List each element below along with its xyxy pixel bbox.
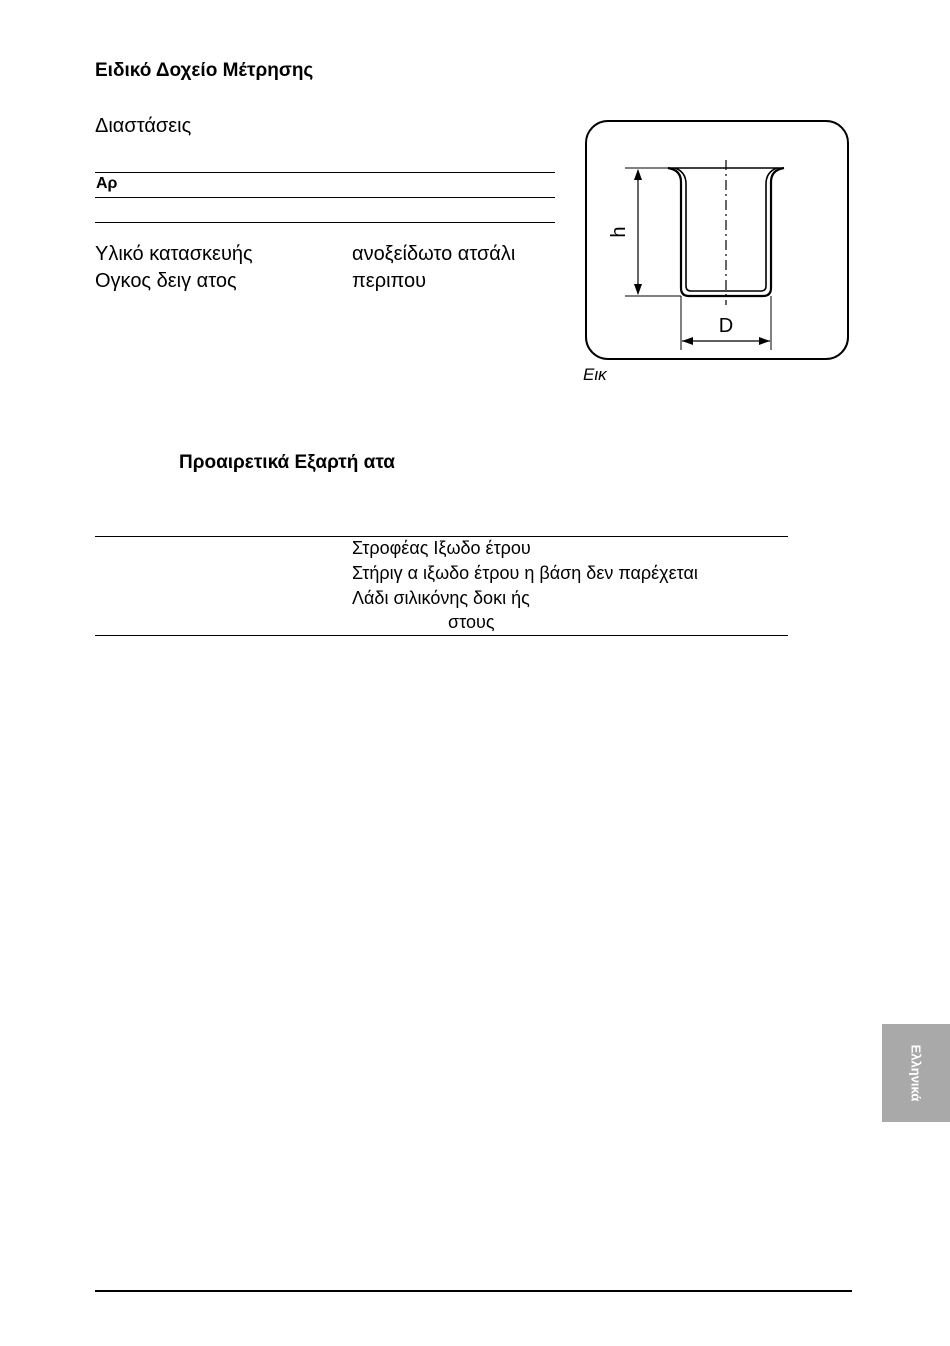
accessories-top-rule	[95, 536, 788, 537]
accessory-item-continuation: στους	[448, 612, 495, 632]
diameter-label: D	[718, 315, 734, 337]
language-tab	[882, 1024, 950, 1122]
measuring-vessel-figure	[585, 120, 849, 360]
language-tab-label: Ελληνικά	[908, 1044, 924, 1102]
spec-value-volume: περιπου	[352, 270, 427, 292]
dimensions-heading: Διαστάσεις	[95, 115, 192, 137]
accessory-item-silicone-oil: Λάδι σιλικόνης δοκι ής	[352, 588, 530, 608]
accessories-heading: Προαιρετικά Εξαρτή ατα	[179, 452, 395, 473]
accessories-bottom-rule	[95, 635, 788, 636]
height-label: h	[608, 226, 630, 238]
spec-value-material: ανοξείδωτο ατσάλι	[352, 243, 516, 265]
figure-caption: Εικ	[583, 365, 607, 384]
table-top-rule	[95, 172, 555, 173]
spec-label-material: Υλικό κατασκευής	[95, 243, 253, 265]
table-header-cell: Αρ	[96, 175, 118, 192]
table-header-rule	[95, 197, 555, 198]
spec-label-volume: Ογκος δειγ ατος	[95, 270, 237, 292]
accessory-item-stand: Στήριγ α ιξωδο έτρου η βάση δεν παρέχεται	[352, 563, 698, 583]
table-bottom-rule	[95, 222, 555, 223]
footer-rule	[95, 1290, 852, 1292]
page-title: Ειδικό Δοχείο Μέτρησης	[95, 60, 314, 81]
accessory-item-spindle: Στροφέας Ιξωδο έτρου	[352, 538, 531, 558]
